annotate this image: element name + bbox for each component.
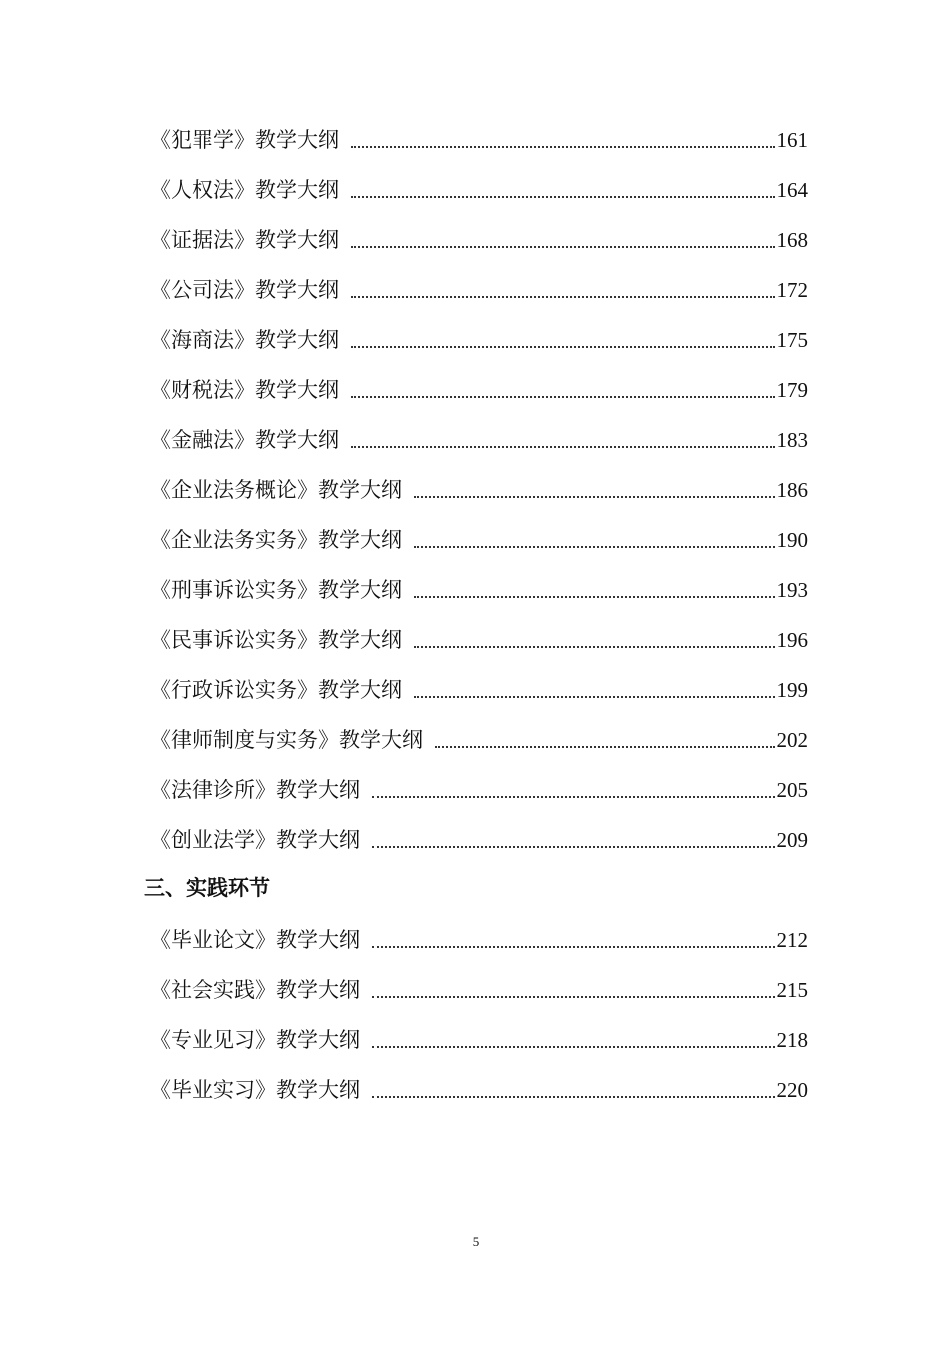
dot-leader bbox=[414, 495, 775, 498]
toc-entry-title: 《毕业论文》教学大纲 bbox=[150, 928, 360, 952]
toc-entry-page-number: 220 bbox=[776, 1078, 808, 1102]
dot-leader bbox=[372, 945, 775, 948]
dot-leader bbox=[372, 1095, 775, 1098]
toc-entry-page-number: 168 bbox=[776, 228, 808, 252]
toc-entry-page-number: 186 bbox=[776, 478, 808, 502]
toc-group-practice bbox=[150, 915, 808, 1115]
toc-entry[interactable] bbox=[150, 265, 808, 315]
toc-entry-page-number: 164 bbox=[776, 178, 808, 202]
toc-entry-title: 《社会实践》教学大纲 bbox=[150, 978, 360, 1002]
toc-entry-title: 《民事诉讼实务》教学大纲 bbox=[150, 628, 402, 652]
toc-entry[interactable] bbox=[150, 715, 808, 765]
toc-entry-title: 《犯罪学》教学大纲 bbox=[150, 128, 339, 152]
dot-leader bbox=[351, 445, 775, 448]
dot-leader bbox=[351, 345, 775, 348]
toc-entry-page-number: 202 bbox=[776, 728, 808, 752]
toc-entry-page-number: 209 bbox=[776, 828, 808, 852]
toc-entry[interactable] bbox=[150, 765, 808, 815]
toc-entry-page-number: 193 bbox=[776, 578, 808, 602]
toc-entry-title: 《财税法》教学大纲 bbox=[150, 378, 339, 402]
toc-entry[interactable] bbox=[150, 315, 808, 365]
toc-entry-title: 《海商法》教学大纲 bbox=[150, 328, 339, 352]
toc-entry-page-number: 196 bbox=[776, 628, 808, 652]
toc-entry-page-number: 190 bbox=[776, 528, 808, 552]
dot-leader bbox=[414, 545, 775, 548]
toc-entry-page-number: 215 bbox=[776, 978, 808, 1002]
dot-leader bbox=[351, 395, 775, 398]
toc-entry[interactable] bbox=[150, 415, 808, 465]
dot-leader bbox=[435, 745, 775, 748]
dot-leader bbox=[414, 595, 775, 598]
toc-entry-page-number: 218 bbox=[776, 1028, 808, 1052]
toc-entry-title: 《证据法》教学大纲 bbox=[150, 228, 339, 252]
toc-entry-title: 《人权法》教学大纲 bbox=[150, 178, 339, 202]
dot-leader bbox=[351, 295, 775, 298]
toc-entry-page-number: 199 bbox=[776, 678, 808, 702]
dot-leader bbox=[351, 245, 775, 248]
toc-entry-title: 《法律诊所》教学大纲 bbox=[150, 778, 360, 802]
dot-leader bbox=[372, 995, 775, 998]
toc-entry[interactable] bbox=[150, 965, 808, 1015]
toc-entry-page-number: 179 bbox=[776, 378, 808, 402]
toc-entry-title: 《企业法务实务》教学大纲 bbox=[150, 528, 402, 552]
toc-entry[interactable] bbox=[150, 615, 808, 665]
toc-entry-page-number: 161 bbox=[776, 128, 808, 152]
toc-entry[interactable] bbox=[150, 515, 808, 565]
toc-entry-page-number: 172 bbox=[776, 278, 808, 302]
toc-entry-title: 《行政诉讼实务》教学大纲 bbox=[150, 678, 402, 702]
page-number: 5 bbox=[472, 1234, 480, 1249]
toc-entry-title: 《公司法》教学大纲 bbox=[150, 278, 339, 302]
toc-entry-title: 《律师制度与实务》教学大纲 bbox=[150, 728, 423, 752]
dot-leader bbox=[372, 795, 775, 798]
toc-entry-title: 《金融法》教学大纲 bbox=[150, 428, 339, 452]
toc-group-courses bbox=[150, 115, 808, 865]
toc-entry[interactable] bbox=[150, 215, 808, 265]
toc-entry[interactable] bbox=[150, 565, 808, 615]
toc-entry[interactable] bbox=[150, 465, 808, 515]
dot-leader bbox=[351, 195, 775, 198]
toc-entry-title: 《刑事诉讼实务》教学大纲 bbox=[150, 578, 402, 602]
toc-entry[interactable] bbox=[150, 1015, 808, 1065]
toc-entry[interactable] bbox=[150, 815, 808, 865]
section-heading: 三、实践环节 bbox=[144, 876, 270, 900]
toc-entry[interactable] bbox=[150, 915, 808, 965]
dot-leader bbox=[414, 695, 775, 698]
toc-entry-title: 《专业见习》教学大纲 bbox=[150, 1028, 360, 1052]
toc-entry[interactable] bbox=[150, 1065, 808, 1115]
toc-entry-page-number: 183 bbox=[776, 428, 808, 452]
toc-entry-title: 《毕业实习》教学大纲 bbox=[150, 1078, 360, 1102]
dot-leader bbox=[351, 145, 775, 148]
toc-entry-page-number: 205 bbox=[776, 778, 808, 802]
toc-entry[interactable] bbox=[150, 165, 808, 215]
dot-leader bbox=[414, 645, 775, 648]
toc-entry-title: 《企业法务概论》教学大纲 bbox=[150, 478, 402, 502]
table-of-contents bbox=[144, 115, 808, 1115]
toc-entry[interactable] bbox=[150, 365, 808, 415]
toc-entry[interactable] bbox=[150, 115, 808, 165]
toc-entry-title: 《创业法学》教学大纲 bbox=[150, 828, 360, 852]
dot-leader bbox=[372, 1045, 775, 1048]
toc-entry-page-number: 212 bbox=[776, 928, 808, 952]
toc-entry-page-number: 175 bbox=[776, 328, 808, 352]
toc-entry[interactable] bbox=[150, 665, 808, 715]
dot-leader bbox=[372, 845, 775, 848]
